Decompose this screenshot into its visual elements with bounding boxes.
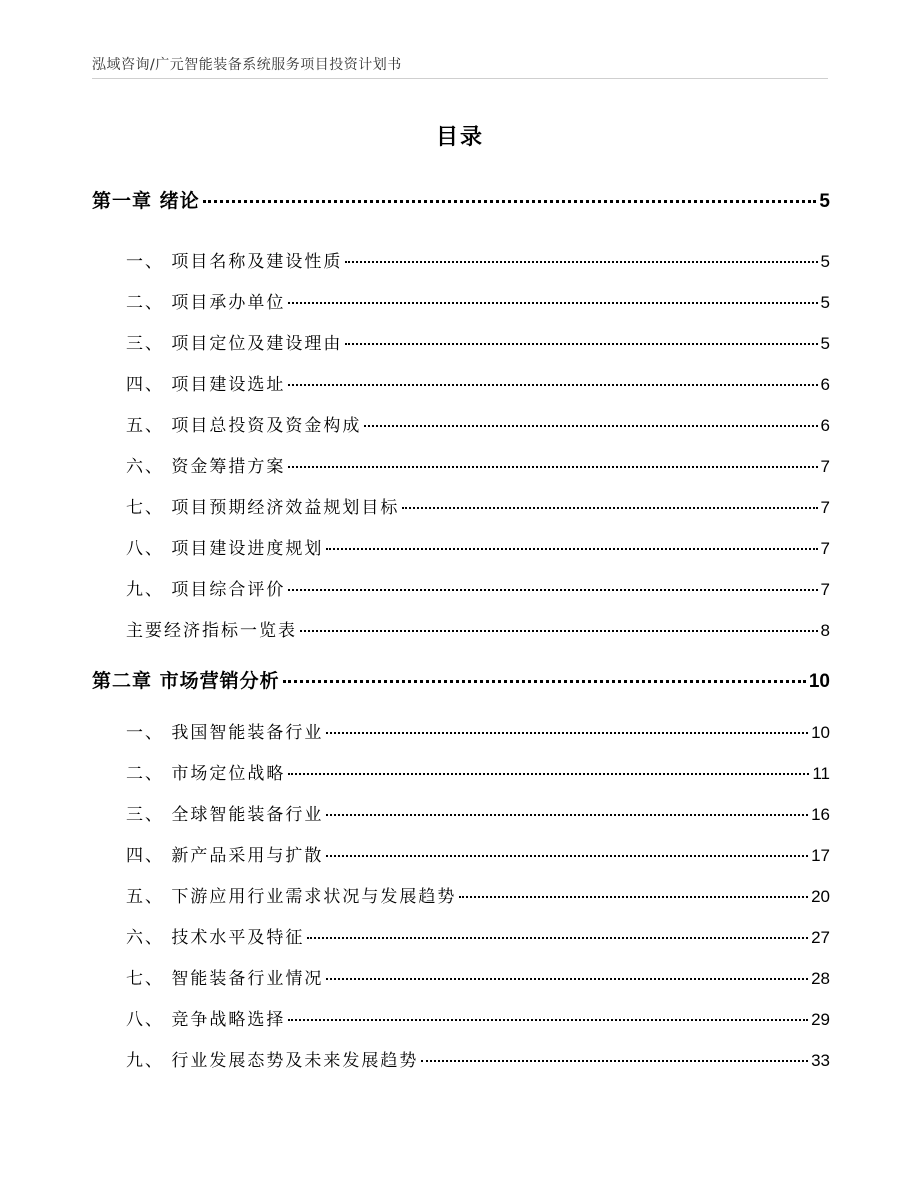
toc-section-entry[interactable]	[92, 247, 830, 272]
toc-section-entry[interactable]	[92, 841, 830, 866]
toc-section-entry[interactable]	[92, 964, 830, 989]
toc-page-number: 8	[820, 621, 830, 640]
toc-section-entry[interactable]	[92, 452, 830, 477]
toc-dot-leader	[283, 680, 806, 683]
toc-section-entry[interactable]	[92, 575, 830, 600]
toc-page-number: 27	[811, 928, 830, 947]
toc-page-number: 7	[820, 580, 830, 599]
toc-page-number: 5	[819, 191, 830, 212]
toc-entry-label: 二、 市场定位战略	[126, 764, 286, 784]
toc-dot-leader	[326, 548, 817, 550]
toc-section-entry[interactable]	[92, 370, 830, 395]
toc-title: 目录	[435, 125, 484, 150]
toc-dot-leader	[288, 384, 817, 386]
toc-page-number: 20	[811, 887, 830, 906]
toc-entry-label: 主要经济指标一览表	[126, 621, 297, 641]
toc-page-number: 5	[820, 334, 830, 353]
toc-dot-leader	[288, 302, 817, 304]
toc-dot-leader	[203, 200, 817, 203]
toc-dot-leader	[288, 773, 809, 775]
toc-entry-label: 第二章 市场营销分析	[92, 670, 280, 692]
toc-dot-leader	[345, 261, 817, 263]
toc-page-number: 29	[811, 1010, 830, 1029]
toc-chapter-entry[interactable]	[92, 666, 830, 693]
toc-entry-label: 九、 项目综合评价	[126, 580, 286, 600]
toc-entry-label: 七、 智能装备行业情况	[126, 969, 324, 989]
toc-entry-label: 三、 全球智能装备行业	[126, 805, 324, 825]
toc-page-number: 10	[811, 723, 830, 742]
toc-dot-leader	[288, 1019, 808, 1021]
toc-section-entry[interactable]	[92, 616, 830, 641]
toc-entry-label: 八、 竞争战略选择	[126, 1010, 286, 1030]
toc-section-entry[interactable]	[92, 1046, 830, 1071]
toc-page-number: 5	[820, 293, 830, 312]
toc-entry-label: 六、 资金筹措方案	[126, 457, 286, 477]
toc-section-entry[interactable]	[92, 534, 830, 559]
toc-page-number: 7	[820, 539, 830, 558]
toc-dot-leader	[288, 589, 817, 591]
toc-dot-leader	[421, 1060, 808, 1062]
toc-dot-leader	[300, 630, 818, 632]
toc-entry-label: 一、 我国智能装备行业	[126, 723, 324, 743]
toc-page-number: 6	[820, 375, 830, 394]
toc-entry-label: 六、 技术水平及特征	[126, 928, 305, 948]
header-divider	[92, 78, 828, 79]
toc-entry-label: 七、 项目预期经济效益规划目标	[126, 498, 400, 518]
toc-entry-label: 四、 项目建设选址	[126, 375, 286, 395]
toc-section-entry[interactable]	[92, 329, 830, 354]
toc-dot-leader	[326, 978, 808, 980]
toc-dot-leader	[459, 896, 808, 898]
toc-page-number: 11	[812, 764, 830, 783]
toc-entry-label: 三、 项目定位及建设理由	[126, 334, 343, 354]
toc-entry-label: 第一章 绪论	[92, 190, 200, 212]
toc-entry-label: 二、 项目承办单位	[126, 293, 286, 313]
toc-section-entry[interactable]	[92, 1005, 830, 1030]
toc-dot-leader	[326, 732, 808, 734]
toc-page-number: 16	[811, 805, 830, 824]
toc-dot-leader	[326, 814, 808, 816]
toc-dot-leader	[307, 937, 808, 939]
toc-entry-label: 四、 新产品采用与扩散	[126, 846, 324, 866]
toc-section-entry[interactable]	[92, 759, 830, 784]
toc-section-entry[interactable]	[92, 800, 830, 825]
toc-section-entry[interactable]	[92, 718, 830, 743]
toc-page-number: 5	[820, 252, 830, 271]
toc-dot-leader	[345, 343, 817, 345]
toc-page-number: 7	[820, 498, 830, 517]
toc-page-number: 10	[808, 671, 830, 692]
toc-section-entry[interactable]	[92, 493, 830, 518]
toc-page-number: 33	[811, 1051, 830, 1070]
toc-section-entry[interactable]	[92, 923, 830, 948]
toc-dot-leader	[402, 507, 817, 509]
toc-chapter-entry[interactable]	[92, 186, 830, 213]
page-header: 泓域咨询/广元智能装备系统服务项目投资计划书	[92, 57, 402, 73]
toc-entry-label: 五、 下游应用行业需求状况与发展趋势	[126, 887, 457, 907]
toc-dot-leader	[326, 855, 808, 857]
toc-page-number: 17	[811, 846, 830, 865]
toc-page-number: 28	[811, 969, 830, 988]
toc-entry-label: 一、 项目名称及建设性质	[126, 252, 343, 272]
toc-page-number: 7	[820, 457, 830, 476]
toc-entry-label: 五、 项目总投资及资金构成	[126, 416, 362, 436]
toc-dot-leader	[288, 466, 817, 468]
toc-section-entry[interactable]	[92, 288, 830, 313]
toc-section-entry[interactable]	[92, 411, 830, 436]
toc-entry-label: 八、 项目建设进度规划	[126, 539, 324, 559]
toc-page-number: 6	[820, 416, 830, 435]
toc-entry-label: 九、 行业发展态势及未来发展趋势	[126, 1051, 419, 1071]
toc-section-entry[interactable]	[92, 882, 830, 907]
toc-dot-leader	[364, 425, 817, 427]
